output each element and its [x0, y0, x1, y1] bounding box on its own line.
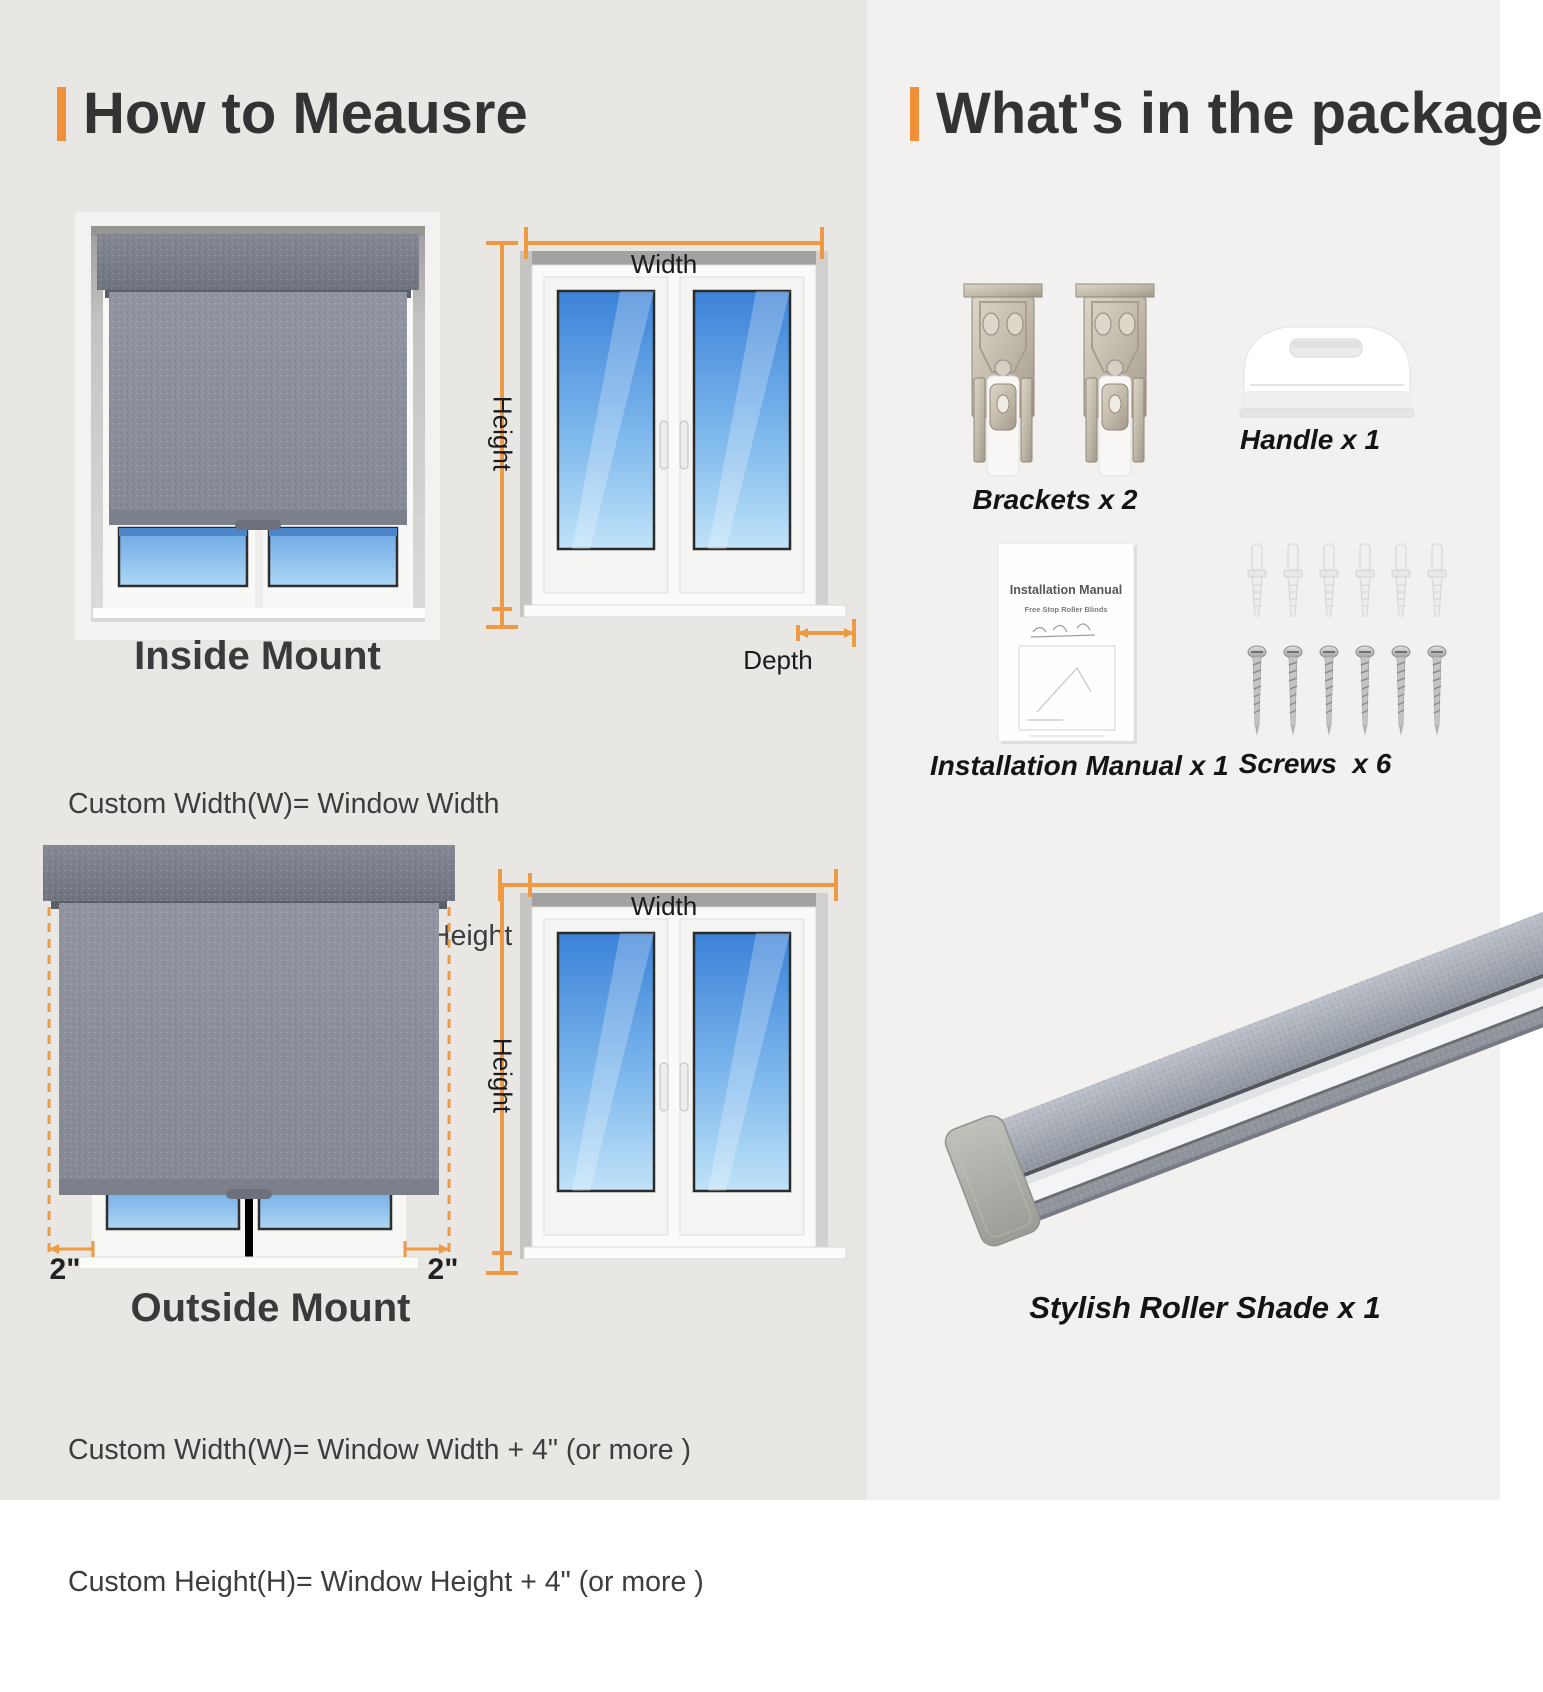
- outside-mount-window-diagram: [468, 855, 860, 1285]
- left-heading-row: [57, 80, 528, 147]
- outside-left-offset-label: 2": [49, 1253, 81, 1286]
- roller-shade-figure: [930, 875, 1500, 1275]
- outside-spec-line-2: Custom Height(H)= Window Height + 4" (or more ): [68, 1566, 704, 1598]
- roller-shade-label: Stylish Roller Shade x 1: [1029, 1290, 1381, 1325]
- handle-label: Handle x 1: [1239, 424, 1381, 455]
- outside-width-label: Width: [630, 891, 698, 921]
- screws-figure: [1238, 542, 1458, 742]
- inside-spec-line-2: Height: [429, 920, 513, 952]
- outside-mount-title: Outside Mount: [130, 1286, 411, 1330]
- inside-mount-window-diagram: [468, 213, 860, 675]
- inside-mount-title: Inside Mount: [134, 634, 381, 678]
- brackets-label: Brackets x 2: [972, 484, 1138, 515]
- inside-spec-line-1: Custom Width(W)= Window Width: [68, 788, 500, 820]
- inside-mount-shade-illustration: [75, 212, 440, 640]
- right-heading-row: [910, 80, 1543, 147]
- outside-right-offset-label: 2": [427, 1253, 459, 1286]
- brackets-illustration: [962, 278, 1162, 483]
- screws-label: Screws x 6: [1238, 748, 1392, 779]
- inside-mount-shade-figure: [75, 212, 440, 640]
- outside-height-label: Height: [487, 1037, 518, 1114]
- outside-mount-specs: [68, 1340, 704, 1692]
- inside-depth-label: Depth: [743, 645, 813, 675]
- outside-mount-shade-figure: [33, 833, 465, 1288]
- outside-spec-line-1: Custom Width(W)= Window Width + 4" (or more ): [68, 1434, 691, 1466]
- section-title-package: What's in the package: [936, 81, 1543, 146]
- inside-height-label: Height: [487, 395, 518, 472]
- handle-figure: [1228, 305, 1423, 423]
- orange-accent-bar-right: [910, 87, 919, 141]
- brackets-figure: [962, 278, 1162, 483]
- handle-illustration: [1228, 305, 1423, 423]
- outside-mount-shade-illustration: [33, 833, 465, 1288]
- manual-label: Installation Manual x 1: [930, 750, 1229, 781]
- roller-shade-illustration: [930, 875, 1500, 1275]
- orange-accent-bar: [57, 87, 66, 141]
- section-title-measure: How to Meausre: [83, 81, 528, 146]
- screws-illustration: [1238, 542, 1458, 742]
- inside-width-label: Width: [630, 249, 698, 279]
- manual-illustration: [993, 540, 1143, 750]
- manual-figure: [993, 540, 1143, 750]
- manual-cover-title: Installation Manual: [1009, 583, 1123, 597]
- manual-cover-subtitle: Free Stop Roller Blinds: [1024, 605, 1108, 614]
